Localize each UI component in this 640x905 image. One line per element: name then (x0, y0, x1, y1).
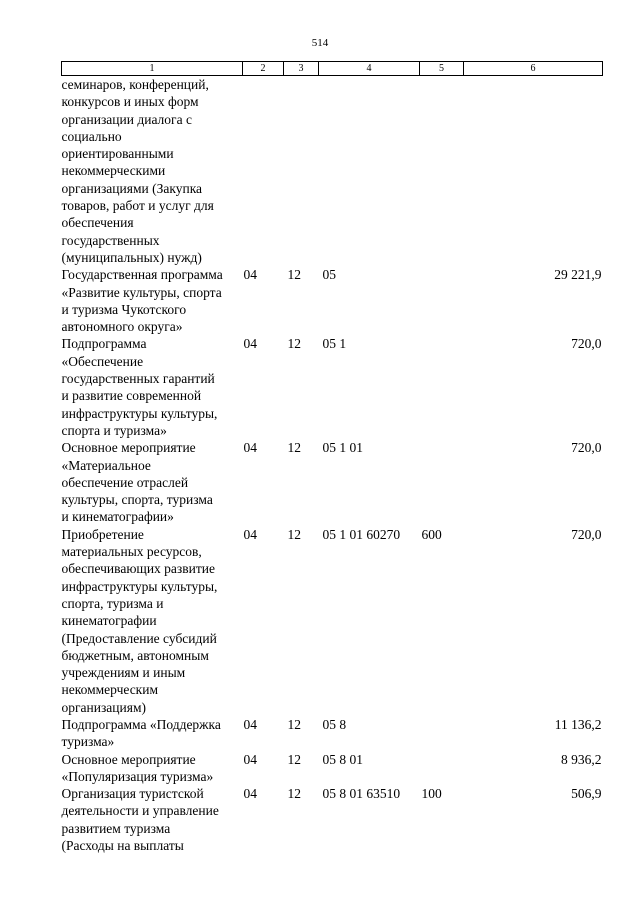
row-target-code: 05 1 (322, 336, 347, 352)
column-header-3: 3 (284, 62, 319, 76)
table-row (62, 716, 603, 751)
row-name: Основное мероприятие «Материальное обеспечение отраслей культуры, спорта, туризма и кинематографии» (61, 440, 213, 525)
row-expense-type (420, 439, 464, 525)
header-row (62, 62, 603, 76)
row-section-code: 04 (243, 440, 257, 456)
row-section-code: 04 (243, 336, 257, 352)
row-target-code: 05 1 01 (322, 440, 363, 456)
row-name: Подпрограмма «Обеспечение государственных гарантий и развитие современной инфраструктуры культуры, спорта и туризма» (61, 336, 218, 438)
column-header-1: 1 (62, 62, 243, 76)
row-expense-type (420, 716, 464, 751)
column-header-2: 2 (243, 62, 284, 76)
column-header-4: 4 (319, 62, 420, 76)
row-amount: 29 221,9 (554, 267, 602, 283)
row-target-code: 05 1 01 60270 (322, 526, 401, 542)
row-expense-type (420, 266, 464, 335)
row-target-code: 05 8 01 (322, 751, 363, 767)
row-expense-type (420, 76, 464, 267)
row-section-code: 04 (243, 751, 257, 767)
row-target-code: 05 8 (322, 716, 347, 732)
row-amount: 720,0 (571, 336, 602, 352)
row-subsection-code: 12 (287, 716, 301, 732)
row-name: Приобретение материальных ресурсов, обеспечивающих развитие инфраструктуры культуры, спорта, туризма и кинематографии (Предоставление субсидий бюджетным, автономным учреждениям и иным некоммерческим организациям) (61, 526, 218, 715)
row-expense-type (420, 335, 464, 439)
row-amount (464, 76, 603, 267)
row-subsection-code (284, 76, 319, 267)
table-row (62, 266, 603, 335)
table-row (62, 751, 603, 786)
row-subsection-code: 12 (287, 751, 301, 767)
row-amount: 720,0 (571, 526, 602, 542)
row-subsection-code: 12 (287, 526, 301, 542)
page-number: 514 (311, 37, 329, 49)
row-amount: 8 936,2 (561, 751, 602, 767)
row-section-code: 04 (243, 526, 257, 542)
row-section-code: 04 (243, 267, 257, 283)
table-row (62, 526, 603, 716)
table-row (62, 335, 603, 439)
row-expense-type (420, 751, 464, 786)
budget-table (61, 61, 603, 854)
row-amount: 506,9 (571, 786, 602, 802)
row-subsection-code: 12 (287, 440, 301, 456)
table-row (62, 439, 603, 525)
row-expense-type: 600 (421, 526, 442, 542)
row-subsection-code: 12 (287, 786, 301, 802)
row-name: Основное мероприятие «Популяризация туризма» (61, 751, 214, 784)
row-name: Подпрограмма «Поддержка туризма» (61, 716, 221, 750)
row-target-code (319, 76, 420, 267)
row-section-code: 04 (243, 786, 257, 802)
row-target-code: 05 (322, 267, 336, 283)
table-row (62, 76, 603, 267)
row-section-code: 04 (243, 716, 257, 732)
row-name: Государственная программа «Развитие культуры, спорта и туризма Чукотского автономного округа» (61, 267, 223, 335)
row-name: Организация туристской деятельности и управление развитием туризма (Расходы на выплаты (61, 786, 219, 854)
column-header-6: 6 (464, 62, 603, 76)
row-expense-type: 100 (421, 786, 442, 802)
row-subsection-code: 12 (287, 336, 301, 352)
column-header-5: 5 (420, 62, 464, 76)
row-amount: 11 136,2 (554, 716, 602, 732)
row-subsection-code: 12 (287, 267, 301, 283)
table-row (62, 785, 603, 854)
row-section-code (243, 76, 284, 267)
row-target-code: 05 8 01 63510 (322, 786, 401, 802)
row-name: семинаров, конференций, конкурсов и иных форм организации диалога с социально ориентированными некоммерческими организациями (Закупка товаров, работ и услуг для обеспечения государственных (муниципальных) нужд) (61, 77, 214, 265)
row-amount: 720,0 (571, 440, 602, 456)
